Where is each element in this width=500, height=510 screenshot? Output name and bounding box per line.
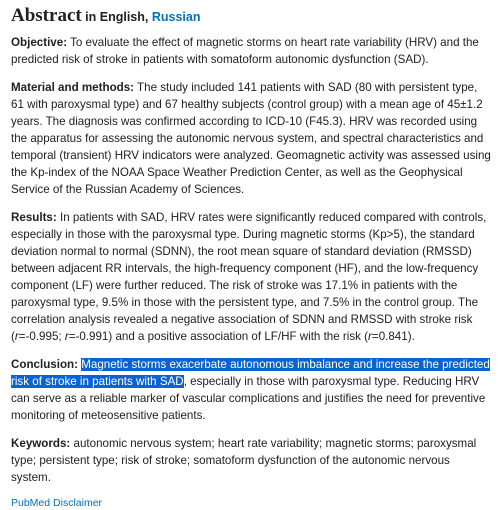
abstract-title: Abstract — [11, 5, 82, 26]
conclusion-text: , especially in those with paroxysmal type. Reducing HRV can serve as a reliable marker of vascular complications and justifies the need for preventive monitoring of meteosensitive patients. — [11, 375, 486, 422]
abstract-section — [11, 0, 491, 510]
results-paragraph — [11, 209, 491, 345]
abstract-language-text: in English, — [81, 10, 152, 24]
results-r-value: =0.841). — [371, 330, 415, 343]
disclaimer-row — [11, 496, 491, 510]
results-r-value: =-0.995; — [18, 330, 65, 343]
methods-text: The study included 141 patients with SAD (80 with persistent type, 61 with paroxysmal type) and 67 healthy subjects (control group) with a mean age of 45±1.2 years. The diagnosis was confirmed according to ICD-10 (F45.3). HRV was recorded using the apparatus for assessing the autonomic nervous system, and spectral characteristics and temporal (transient) HRV indicators were analyzed. Geomagnetic activity was assessed using the Kp-index of the NOAA Space Weather Prediction Center, as well as the Geophysical Service of the Russian Academy of Sciences. — [11, 81, 491, 196]
results-label: Results: — [11, 211, 57, 224]
results-r-symbol: r — [64, 330, 69, 343]
methods-paragraph — [11, 79, 491, 198]
results-r-symbol: r — [368, 330, 372, 343]
results-text: In patients with SAD, HRV rates were significantly reduced compared with controls, especially in those with the paroxysmal type. During magnetic storms (Kp>5), the standard deviation normal to normal (SDNN), the root mean square of standard deviation (RMSSD) between adjacent RR intervals, the high-frequency component (HF), and the low-frequency component (LF) were further reduced. The risk of stroke was 17.1% in patients with the paroxysmal type, 9.5% in those with the persistent type, and 7.5% in the control group. The correlation analysis revealed a negative association of SDNN and RMSSD with stroke risk ( — [11, 211, 487, 343]
results-r-value: =-0.991) and a positive association of LF/HF with the risk ( — [68, 330, 369, 343]
abstract-header — [11, 0, 491, 28]
objective-text: To evaluate the effect of magnetic storms on heart rate variability (HRV) and the predicted risk of stroke in patients with somatoform autonomic dysfunction (SAD). — [11, 36, 479, 66]
keywords-paragraph — [11, 435, 491, 486]
objective-paragraph — [11, 34, 491, 68]
keywords-label: Keywords: — [11, 437, 71, 450]
conclusion-paragraph — [11, 356, 491, 424]
conclusion-selected-text[interactable]: Magnetic storms exacerbate autonomous imbalance and increase the predicted risk of stroke in patients with SAD — [11, 358, 490, 388]
objective-label: Objective: — [11, 36, 68, 49]
conclusion-label: Conclusion: — [11, 358, 78, 371]
results-r-symbol: r — [14, 330, 19, 343]
methods-label: Material and methods: — [11, 81, 135, 94]
keywords-text: autonomic nervous system; heart rate variability; magnetic storms; paroxysmal type; persistent type; risk of stroke; somatoform dysfunction of the autonomic nervous system. — [11, 437, 477, 484]
pubmed-disclaimer-link[interactable]: PubMed Disclaimer — [11, 497, 103, 509]
language-link-russian[interactable]: Russian — [151, 10, 201, 24]
